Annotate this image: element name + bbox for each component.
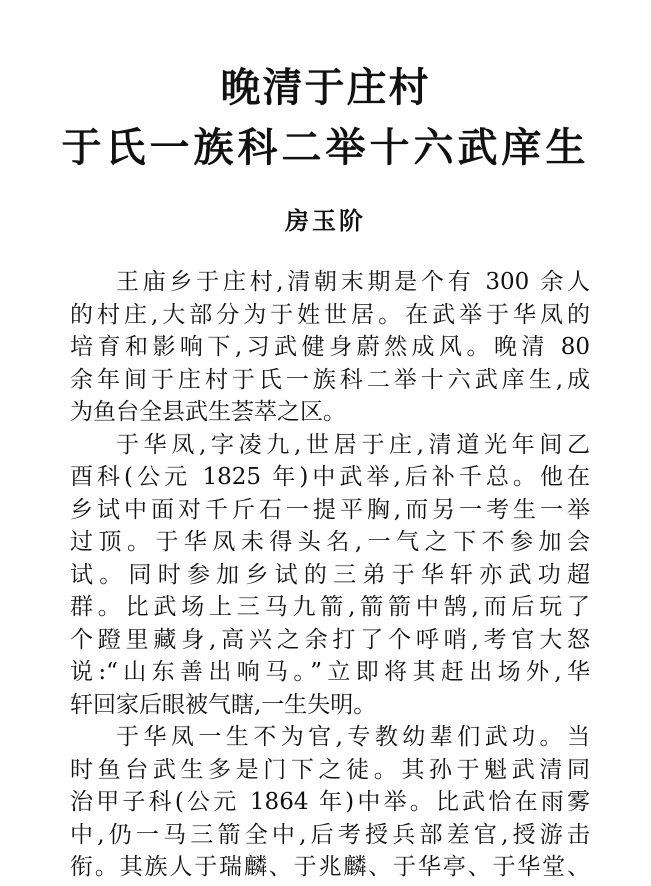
body-line: 衔。其族人于瑞麟、于兆麟、于华亭、于华堂、 — [70, 854, 590, 880]
body-line: 于华凤一生不为官,专教幼辈们武功。当 — [116, 724, 590, 750]
body-line: 时鱼台武生多是门下之徒。其孙于魁武清同 — [70, 756, 590, 783]
body-line: 余年间于庄村于氏一族科二举十六武庠生,成 — [70, 366, 590, 393]
body-line: 群。比武场上三马九箭,箭箭中鹄,而后玩了 — [70, 594, 590, 620]
title-line-1: 晚清于庄村 — [220, 64, 431, 111]
body-line: 试。同时参加乡试的三弟于华轩亦武功超 — [70, 561, 590, 588]
body-line: 培育和影响下,习武健身蔚然成风。晚清 80 — [70, 334, 590, 360]
body-line: 于华凤,字凌九,世居于庄,清道光年间乙 — [116, 431, 590, 458]
body-line: 乡试中面对千斤石一提平胸,而另一考生一举 — [70, 496, 590, 523]
body-line: 酉科(公元 1825 年)中武举,后补千总。他在 — [70, 464, 590, 490]
title-line-2: 于氏一族科二举十六武庠生 — [61, 124, 590, 171]
author-name: 房玉阶 — [285, 206, 366, 235]
body-line: 个蹬里藏身,高兴之余打了个呼哨,考官大怒 — [70, 626, 590, 653]
body-line: 为鱼台全县武生荟萃之区。 — [70, 399, 346, 425]
article-body — [70, 266, 590, 884]
body-line: 轩回家后眼被气瞎,一生失明。 — [70, 691, 377, 718]
body-line: 过顶。于华凤未得头名,一气之下不参加会 — [70, 529, 590, 555]
body-line: 王庙乡于庄村,清朝末期是个有 300 余人 — [116, 269, 590, 295]
body-line: 说:“山东善出响马。”立即将其赶出场外,华 — [70, 659, 590, 685]
body-line: 治甲子科(公元 1864 年)中举。比武恰在雨雾 — [70, 789, 590, 815]
body-line: 的村庄,大部分为于姓世居。在武举于华凤的 — [70, 301, 590, 328]
body-line: 中,仍一马三箭全中,后考授兵部差官,授游击 — [70, 821, 590, 848]
